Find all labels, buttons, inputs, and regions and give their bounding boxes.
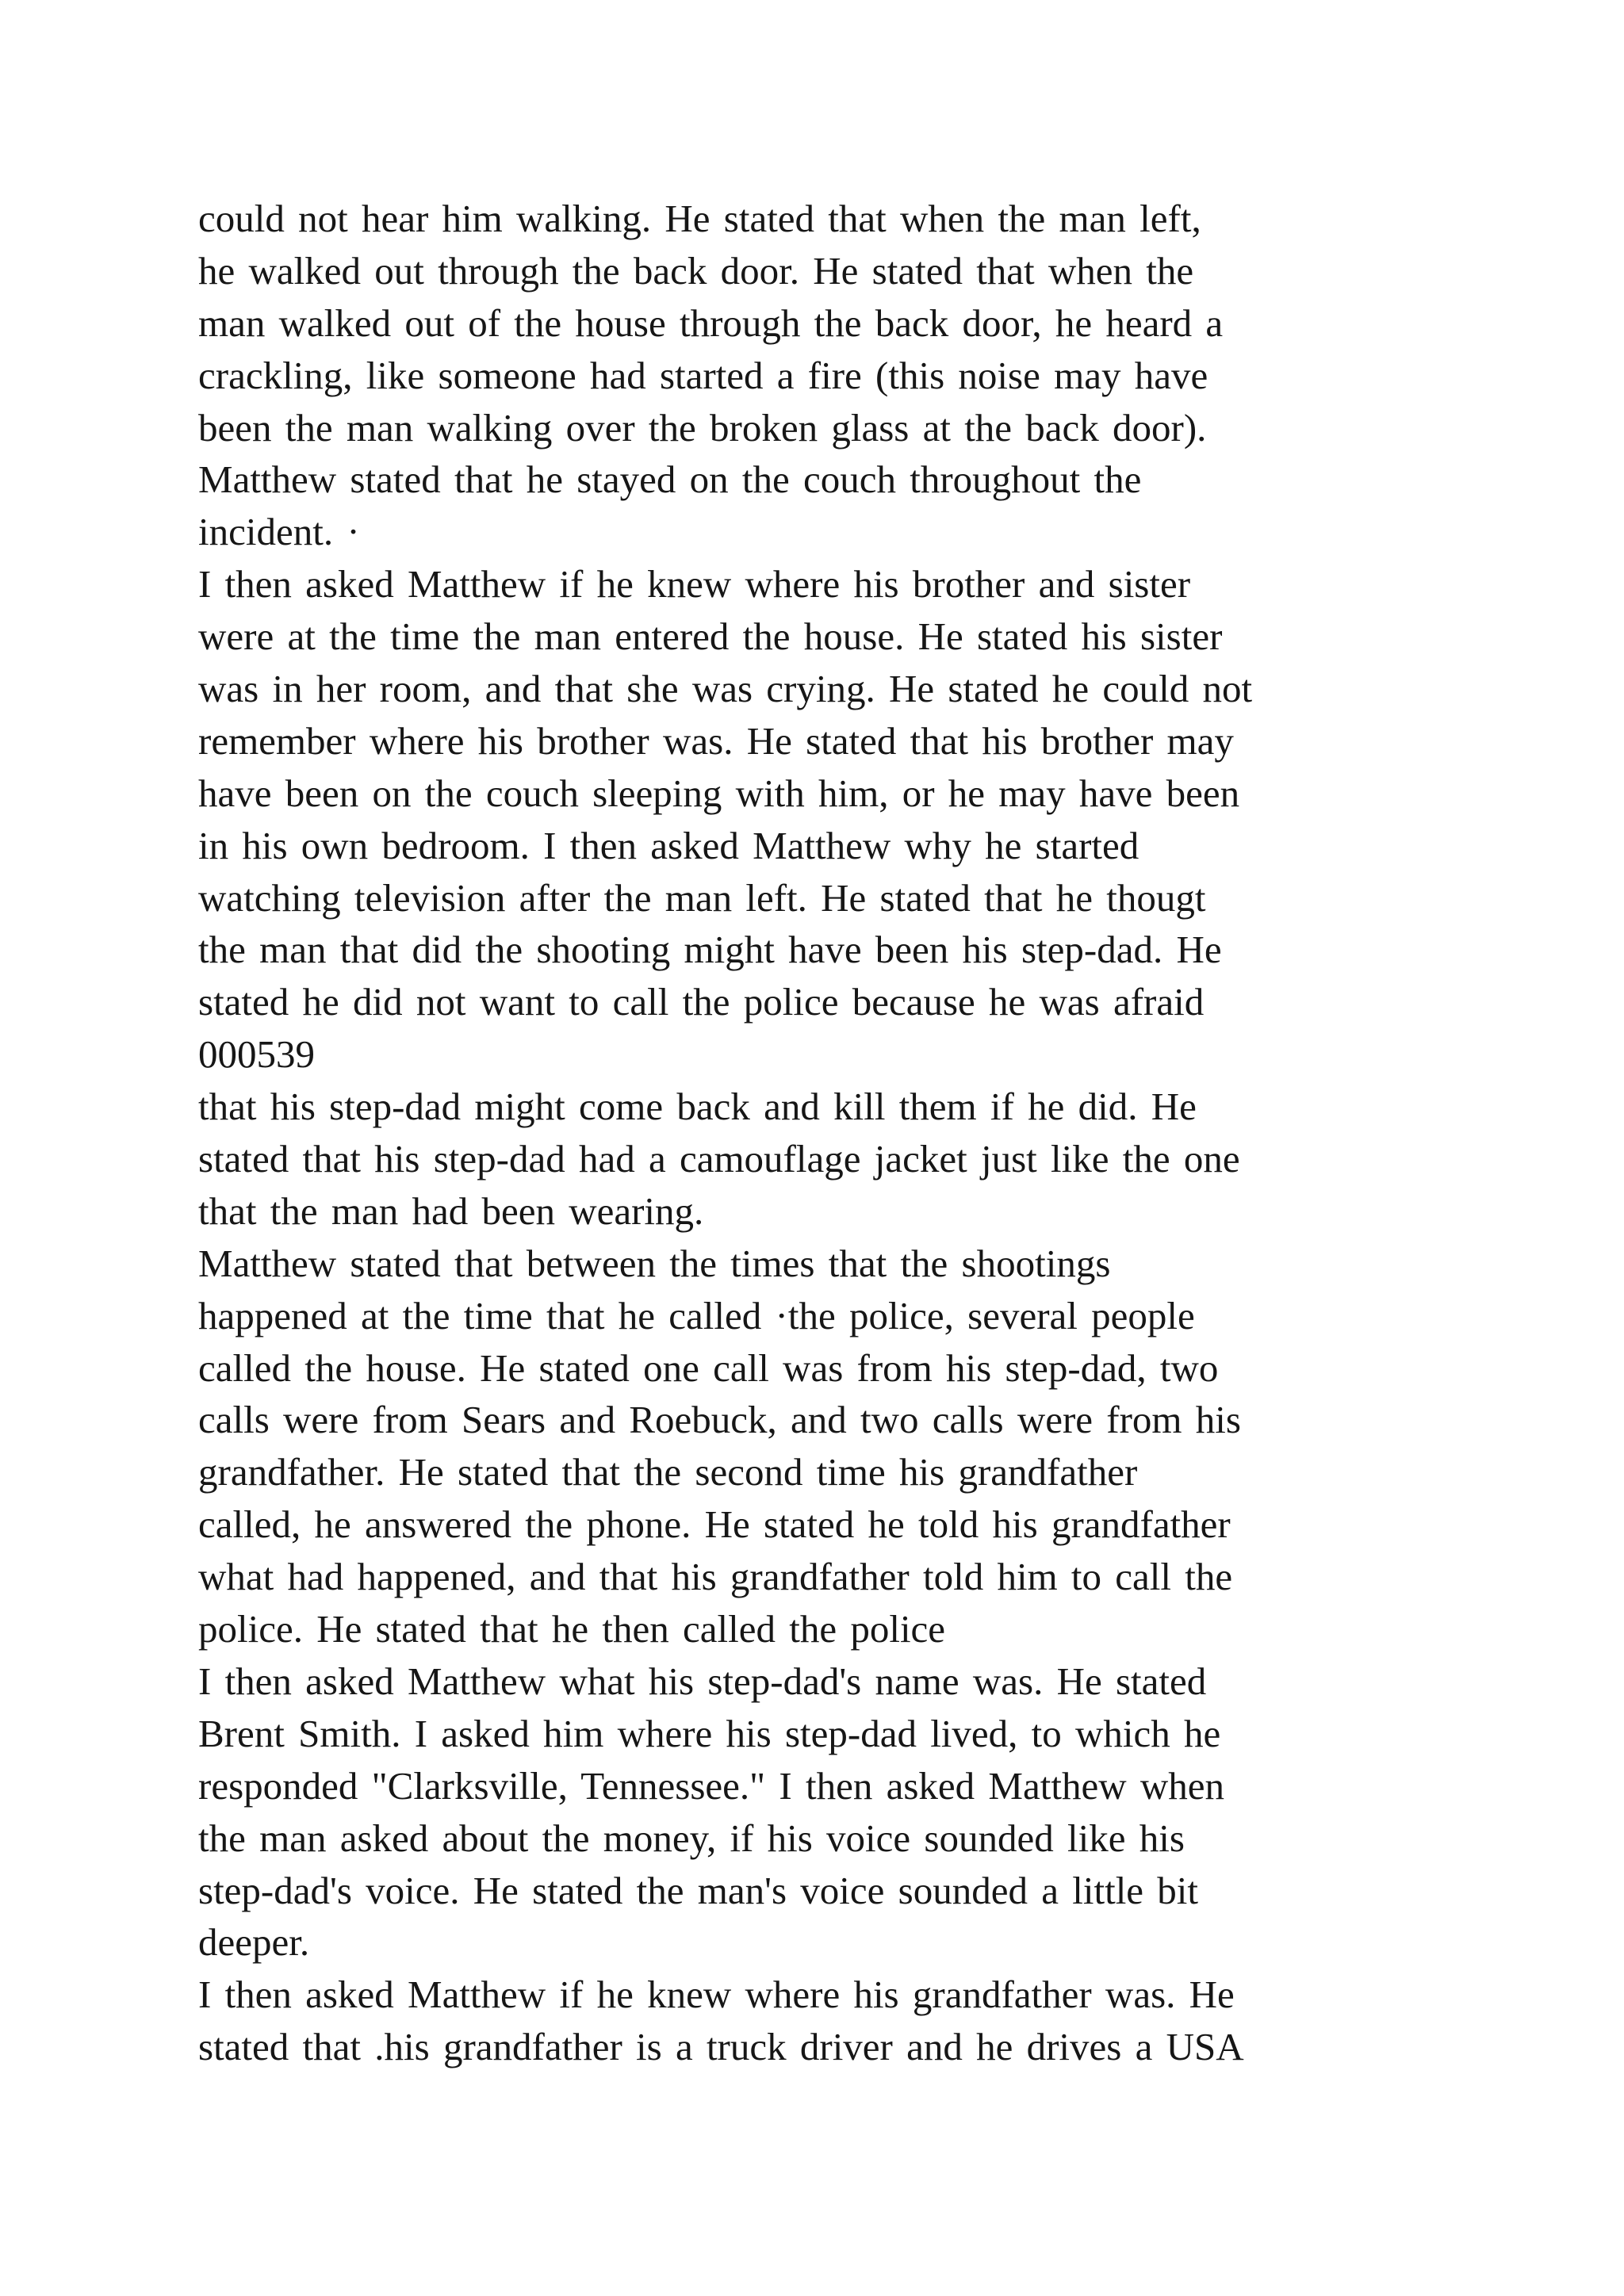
text-line: calls were from Sears and Roebuck, and two calls were from his <box>198 1398 1241 1442</box>
text-line: remember where his brother was. He stated that his brother may <box>198 718 1234 763</box>
text-line: stated that .his grandfather is a truck driver and he drives a USA <box>198 2025 1244 2069</box>
text-line: I then asked Matthew if he knew where his grandfather was. He <box>198 1973 1235 2017</box>
text-line: incident. · <box>198 510 360 554</box>
text-line: I then asked Matthew what his step-dad's name was. He stated <box>198 1659 1207 1703</box>
text-line: happened at the time that he called ·the police, several people <box>198 1293 1195 1337</box>
text-line: man walked out of the house through the back door, he heard a <box>198 300 1224 345</box>
text-line: he walked out through the back door. He stated that when the <box>198 248 1194 293</box>
text-line: watching television after the man left. He stated that he thougt <box>198 875 1206 920</box>
text-line: that the man had been wearing. <box>198 1188 704 1233</box>
text-line: been the man walking over the broken glass at the back door). <box>198 405 1207 450</box>
text-line: Brent Smith. I asked him where his step-dad lived, to which he <box>198 1711 1221 1755</box>
text-line: called the house. He stated one call was from his step-dad, two <box>198 1345 1219 1390</box>
text-line: the man that did the shooting might have been his step-dad. He <box>198 928 1222 972</box>
text-line: stated that his step-dad had a camouflage jacket just like the one <box>198 1137 1240 1181</box>
text-line: deeper. <box>198 1920 310 1965</box>
text-line: what had happened, and that his grandfather told him to call the <box>198 1555 1233 1599</box>
text-line: that his step-dad might come back and kill them if he did. He <box>198 1085 1197 1129</box>
text-line: called, he answered the phone. He stated he told his grandfather <box>198 1502 1231 1547</box>
text-line: have been on the couch sleeping with him, or he may have been <box>198 771 1240 815</box>
text-line: step-dad's voice. He stated the man's voice sounded a little bit <box>198 1868 1199 1912</box>
text-line: were at the time the man entered the house. He stated his sister <box>198 614 1223 659</box>
page-number: 000539 <box>198 1032 315 1077</box>
text-line: responded "Clarksville, Tennessee." I then asked Matthew when <box>198 1763 1224 1808</box>
text-line: the man asked about the money, if his voice sounded like his <box>198 1816 1185 1860</box>
text-line: grandfather. He stated that the second time his grandfather <box>198 1450 1138 1494</box>
text-line: police. He stated that he then called the police <box>198 1607 946 1651</box>
statement-text <box>198 193 1483 2073</box>
text-line: in his own bedroom. I then asked Matthew why he started <box>198 823 1139 867</box>
text-line: Matthew stated that between the times that the shootings <box>198 1241 1111 1285</box>
text-line: Matthew stated that he stayed on the couch throughout the <box>198 457 1142 502</box>
text-line: crackling, like someone had started a fire (this noise may have <box>198 353 1208 397</box>
text-line: stated he did not want to call the police because he was afraid <box>198 980 1205 1024</box>
text-line: was in her room, and that she was crying. He stated he could not <box>198 667 1253 711</box>
text-line: I then asked Matthew if he knew where his brother and sister <box>198 562 1191 607</box>
text-line: could not hear him walking. He stated that when the man left, <box>198 197 1201 240</box>
